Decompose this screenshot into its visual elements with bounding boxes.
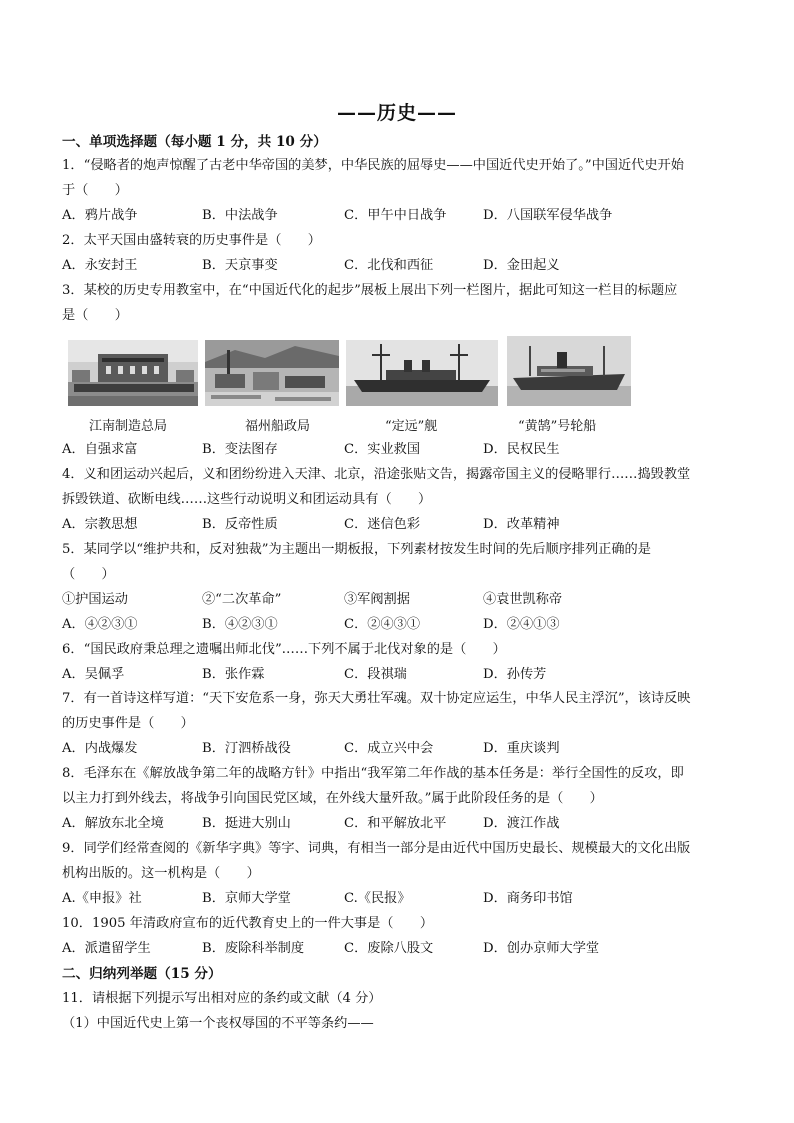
q1-option-d: D．八国联军侵华战争 xyxy=(483,208,613,223)
q10-option-b: B．废除科举制度 xyxy=(202,941,305,956)
photo-caption-4: “黄鹄”号轮船 xyxy=(518,419,597,434)
q4-options xyxy=(62,516,742,534)
factory-photo xyxy=(68,340,198,406)
section2-heading: 二、归纳列举题（15 分） xyxy=(62,966,222,982)
q10-option-c: C．废除八股文 xyxy=(344,941,434,956)
q8-options xyxy=(62,815,742,833)
q5-option-a: A．④②③① xyxy=(62,617,138,632)
q1-options xyxy=(62,207,742,225)
q5-line1: 5．某同学以“维护共和，反对独裁”为主题出一期板报，下列素材按发生时间的先后顺序排列正确的是 xyxy=(62,542,651,557)
q3-option-c: C．实业救国 xyxy=(344,442,421,457)
q10-option-a: A．派遣留学生 xyxy=(62,941,151,956)
q1-option-a: A．鸦片战争 xyxy=(62,208,138,223)
q5-option-c: C．②④③① xyxy=(344,617,421,632)
q7-option-c: C．成立兴中会 xyxy=(344,741,434,756)
q9-option-b: B．京师大学堂 xyxy=(202,891,291,906)
q6-option-c: C．段祺瑞 xyxy=(344,667,407,682)
q2-option-b: B．天京事变 xyxy=(202,258,278,273)
q5-item-3: ③军阀割据 xyxy=(344,592,410,607)
q4-line2: 拆毁铁道、砍断电线……这些行动说明义和团运动具有（ ） xyxy=(62,492,432,507)
q4-option-a: A．宗教思想 xyxy=(62,517,138,532)
q9-options xyxy=(62,890,742,908)
q9-option-c: C.《民报》 xyxy=(344,891,411,906)
q6-line1: 6．“国民政府秉总理之遗嘱出师北伐”……下列不属于北伐对象的是（ ） xyxy=(62,642,506,657)
q4-option-d: D．改革精神 xyxy=(483,517,560,532)
q5-options xyxy=(62,616,742,634)
q9-option-d: D．商务印书馆 xyxy=(483,891,573,906)
q11-line1: 11．请根据下列提示写出相对应的条约或文献（4 分） xyxy=(62,991,382,1006)
q1-option-b: B．中法战争 xyxy=(202,208,278,223)
q2-option-d: D．金田起义 xyxy=(483,258,560,273)
q7-line2: 的历史事件是（ ） xyxy=(62,716,194,731)
photo-caption-1: 江南制造总局 xyxy=(89,419,168,434)
q5-option-d: D．②④①③ xyxy=(483,617,560,632)
q1-line2: 于（ ） xyxy=(62,183,128,198)
q2-options xyxy=(62,257,742,275)
q1-line1: 1．“侵略者的炮声惊醒了古老中华帝国的美梦，中华民族的屈辱史——中国近代史开始了。”中国近代史开始 xyxy=(62,158,684,173)
q1-option-c: C．甲午中日战争 xyxy=(344,208,447,223)
q7-option-a: A．内战爆发 xyxy=(62,741,138,756)
q5-line2: （ ） xyxy=(62,567,115,582)
q3-line2: 是（ ） xyxy=(62,308,128,323)
q7-options xyxy=(62,740,742,758)
q3-option-b: B．变法图存 xyxy=(202,442,278,457)
q8-option-b: B．挺进大别山 xyxy=(202,816,291,831)
q4-option-b: B．反帝性质 xyxy=(202,517,278,532)
q3-option-a: A．自强求富 xyxy=(62,442,138,457)
q8-option-d: D．渡江作战 xyxy=(483,816,560,831)
photo-caption-2: 福州船政局 xyxy=(245,419,311,434)
q3-line1: 3．某校的历史专用教室中，在“中国近代化的起步”展板上展出下列一栏图片，据此可知这一栏目的标题应 xyxy=(62,283,678,298)
warship-photo xyxy=(346,340,498,406)
q6-options xyxy=(62,666,742,684)
q5-item-2: ②“二次革命” xyxy=(202,592,282,607)
q2-line1: 2．太平天国由盛转衰的历史事件是（ ） xyxy=(62,233,321,248)
q8-line1: 8．毛泽东在《解放战争第二年的战略方针》中指出“我军第二年作战的基本任务是：举行全国性的反攻，即 xyxy=(62,766,684,781)
q7-option-d: D．重庆谈判 xyxy=(483,741,560,756)
q10-option-d: D．创办京师大学堂 xyxy=(483,941,600,956)
section1-heading: 一、单项选择题（每小题 1 分，共 10 分） xyxy=(62,134,327,150)
q5-items xyxy=(62,591,742,609)
q8-option-c: C．和平解放北平 xyxy=(344,816,447,831)
q6-option-b: B．张作霖 xyxy=(202,667,265,682)
q7-option-b: B．汀泗桥战役 xyxy=(202,741,291,756)
q7-line1: 7．有一首诗这样写道：“天下安危系一身，弥天大勇壮军魂。双十协定应运生，中华人民主浮沉”，该诗反映 xyxy=(62,691,691,706)
steamship-photo xyxy=(507,336,631,406)
q10-options xyxy=(62,940,742,958)
q6-option-d: D．孙传芳 xyxy=(483,667,547,682)
q5-option-b: B．④②③① xyxy=(202,617,278,632)
q11-sub1: （1）中国近代史上第一个丧权辱国的不平等条约—— xyxy=(62,1016,374,1031)
q8-option-a: A．解放东北全境 xyxy=(62,816,164,831)
q4-line1: 4．义和团运动兴起后，义和团纷纷进入天津、北京，沿途张贴文告，揭露帝国主义的侵略罪行……捣毁教堂 xyxy=(62,467,691,482)
q9-line2: 机构出版的。这一机构是（ ） xyxy=(62,866,260,881)
q5-item-4: ④袁世凯称帝 xyxy=(483,592,563,607)
q2-option-c: C．北伐和西征 xyxy=(344,258,434,273)
q2-option-a: A．永安封王 xyxy=(62,258,138,273)
q10-line1: 10．1905 年清政府宣布的近代教育史上的一件大事是（ ） xyxy=(62,916,434,931)
q9-line1: 9．同学们经常查阅的《新华字典》等字、词典，有相当一部分是由近代中国历史最长、规模最大的文化出版 xyxy=(62,841,691,856)
q8-line2: 以主力打到外线去，将战争引向国民党区域，在外线大量歼敌。”属于此阶段任务的是（ ） xyxy=(62,791,603,806)
q5-item-1: ①护国运动 xyxy=(62,592,128,607)
q3-option-d: D．民权民生 xyxy=(483,442,560,457)
q6-option-a: A．吴佩孚 xyxy=(62,667,125,682)
shipyard-photo xyxy=(205,340,339,406)
photo-caption-3: “定远”舰 xyxy=(385,419,438,434)
page-title: ——历史—— xyxy=(336,102,457,124)
q4-option-c: C．迷信色彩 xyxy=(344,517,421,532)
q3-options xyxy=(62,441,742,459)
q9-option-a: A.《申报》社 xyxy=(62,891,142,906)
